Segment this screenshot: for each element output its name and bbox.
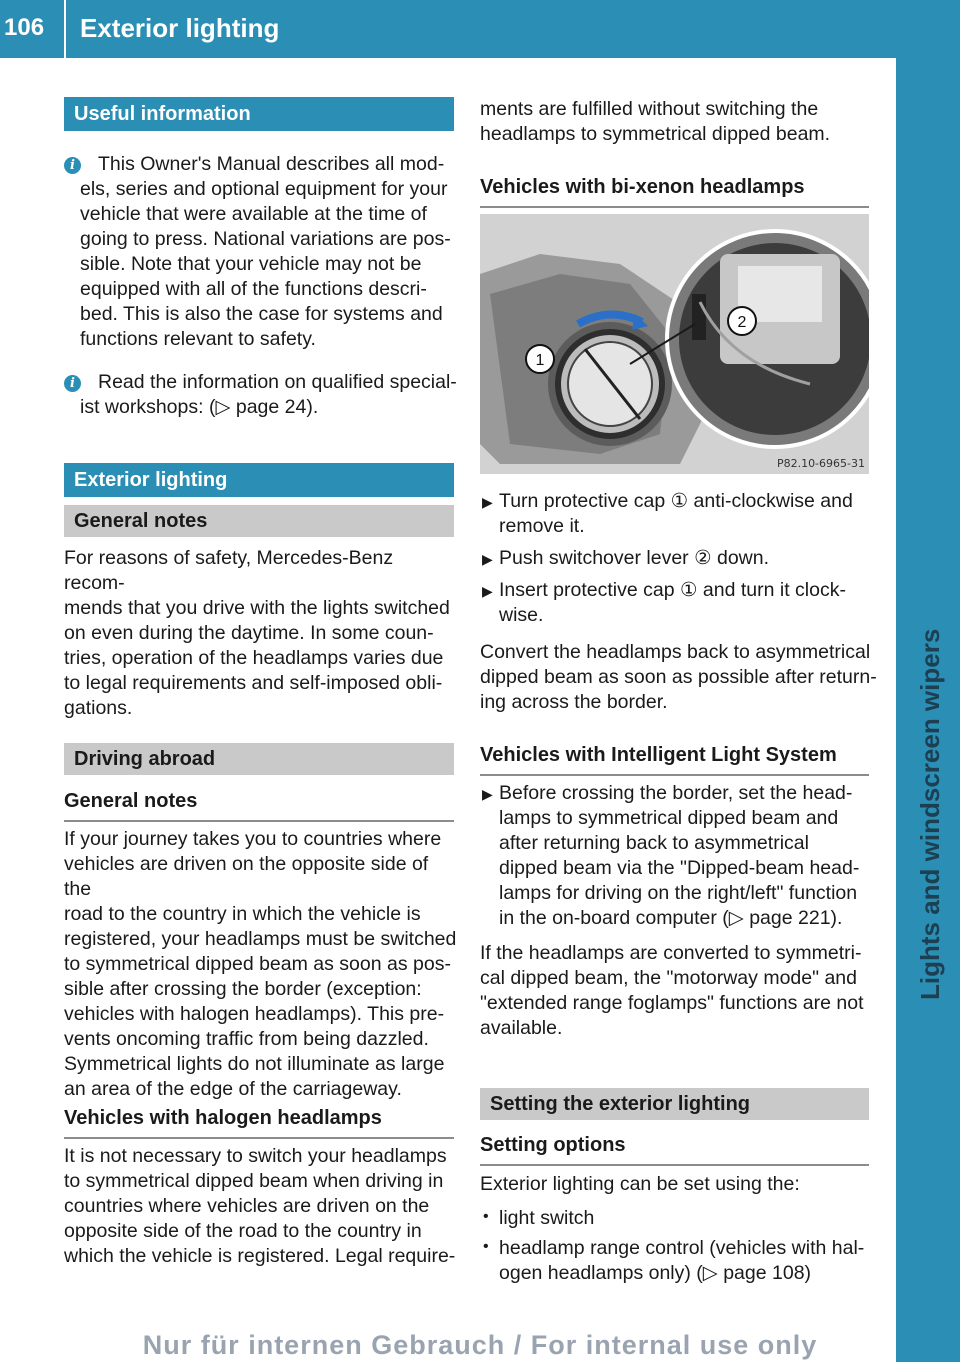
text-line: to legal requirements and self-imposed obli- [64,672,443,694]
halogen-headlamps-heading: Vehicles with halogen headlamps [64,1105,454,1139]
page-link[interactable]: ogen headlamps only) (▷ page 108) [499,1262,812,1284]
step-3 [499,578,879,628]
text-line: vehicles are driven on the opposite side of the [64,853,429,900]
headlamp-illustration [480,214,869,474]
ils-heading: Vehicles with Intelligent Light System [480,742,869,776]
text-line: "extended range foglamps" functions are not [480,992,864,1014]
text-line: It is not necessary to switch your headlamps [64,1145,447,1167]
text-line: vehicle that were available at the time of [80,203,427,225]
setting-options-heading: Setting options [480,1132,869,1166]
text-line: after returning back to asymmetrical [499,832,809,854]
setting-intro: Exterior lighting can be set using the: [480,1173,800,1195]
text-line: If the headlamps are converted to symmetri- [480,942,862,964]
text-line: dipped beam as soon as possible after return- [480,666,877,688]
text-line: headlamp range control (vehicles with hal- [499,1237,865,1259]
text-line: gations. [64,697,133,719]
convert-text [480,640,880,715]
text-line: vents oncoming traffic from being dazzled. [64,1028,429,1050]
figure-code: P82.10-6965-31 [776,457,865,470]
text-line: Convert the headlamps back to asymmetrical [480,641,871,663]
text-line: on even during the daytime. In some coun- [64,622,434,644]
info-icon: i [64,375,81,392]
ils-step [499,781,879,931]
info-paragraph-2 [98,370,458,395]
text-line: registered, your headlamps must be switched [64,928,457,950]
side-tab-label: Lights and windscreen wipers [915,628,945,1000]
info-icon: i [64,157,81,174]
text-line: sible. Note that your vehicle may not be [80,253,422,275]
bullet-1 [499,1206,879,1231]
text-line: Turn protective cap ① anti-clockwise and [499,490,853,512]
text-line: For reasons of safety, Mercedes-Benz recom- [64,547,394,594]
bixenon-heading: Vehicles with bi-xenon headlamps [480,174,869,208]
page-title: Exterior lighting [80,13,280,43]
text-line: dipped beam via the "Dipped-beam head- [499,857,860,879]
bullet-icon: • [483,1208,489,1225]
text-line: road to the country in which the vehicle is [64,903,421,925]
text-line: ing across the border. [480,691,668,713]
halogen-text [64,1144,459,1269]
text-line: mends that you drive with the lights switched [64,597,450,619]
footer-watermark: Nur für internen Gebrauch / For internal use only [142,1330,818,1360]
step-arrow-icon: ▶ [482,494,493,510]
general-notes-subheading: General notes [64,788,454,822]
text-line: lamps for driving on the right/left" function [499,882,858,904]
step-1 [499,489,879,539]
text-line: to symmetrical dipped beam as soon as pos- [64,953,451,975]
step-arrow-icon: ▶ [482,551,493,567]
setting-exterior-heading: Setting the exterior lighting [480,1088,869,1120]
text-line: wise. [499,604,544,626]
text-line: an area of the edge of the carriageway. [64,1078,402,1100]
text-line: functions relevant to safety. [80,328,316,350]
text-line: countries where vehicles are driven on the [64,1195,430,1217]
text-line: bed. This is also the case for systems and [80,303,443,325]
page-link[interactable]: in the on-board computer (▷ page 221). [499,907,843,929]
ils-note [480,941,880,1041]
text-line: Read the information on qualified special- [98,371,457,393]
text-line: light switch [499,1207,595,1229]
text-line: to symmetrical dipped beam when driving in [64,1170,444,1192]
general-notes-heading: General notes [64,505,454,537]
text-line: Before crossing the border, set the head- [499,782,853,804]
text-line: going to press. National variations are pos- [80,228,451,250]
text-line: vehicles with halogen headlamps). This pre- [64,1003,445,1025]
text-line: equipped with all of the functions descri- [80,278,427,300]
text-line: lamps to symmetrical dipped beam and [499,807,839,829]
text-line: headlamps to symmetrical dipped beam. [480,123,831,145]
useful-information-heading: Useful information [64,97,454,131]
bullet-icon: • [483,1238,489,1255]
info-paragraph-2-cont [80,395,456,420]
page-link[interactable]: ist workshops: (▷ page 24). [80,396,319,418]
callout-1: 1 [535,352,545,369]
headlamp-figure [480,214,869,474]
text-line: opposite side of the road to the country in [64,1220,422,1242]
text-line: available. [480,1017,563,1039]
general-notes-text [64,546,459,721]
text-line: ments are fulfilled without switching the [480,98,819,120]
continued-text [480,97,875,147]
text-line: cal dipped beam, the "motorway mode" and [480,967,857,989]
text-line: els, series and optional equipment for your [80,178,448,200]
step-arrow-icon: ▶ [482,583,493,599]
text-line: Push switchover lever ② down. [499,547,770,569]
callout-2: 2 [737,314,747,331]
info-paragraph-1-cont [80,177,456,352]
step-arrow-icon: ▶ [482,786,493,802]
step-2 [499,546,879,571]
text-line: which the vehicle is registered. Legal require- [64,1245,456,1267]
text-line: sible after crossing the border (exception: [64,978,422,1000]
text-line: tries, operation of the headlamps varies due [64,647,444,669]
text-line: Symmetrical lights do not illuminate as large [64,1053,445,1075]
driving-abroad-text [64,827,459,1102]
text-line: remove it. [499,515,585,537]
info-paragraph-1 [98,152,458,177]
text-line: This Owner's Manual describes all mod- [98,153,445,175]
exterior-lighting-heading: Exterior lighting [64,463,454,497]
header-divider [64,0,66,58]
page-number: 106 [4,14,45,41]
bullet-2 [499,1236,879,1286]
text-line: If your journey takes you to countries where [64,828,442,850]
text-line: Insert protective cap ① and turn it clock- [499,579,846,601]
driving-abroad-heading: Driving abroad [64,743,454,775]
